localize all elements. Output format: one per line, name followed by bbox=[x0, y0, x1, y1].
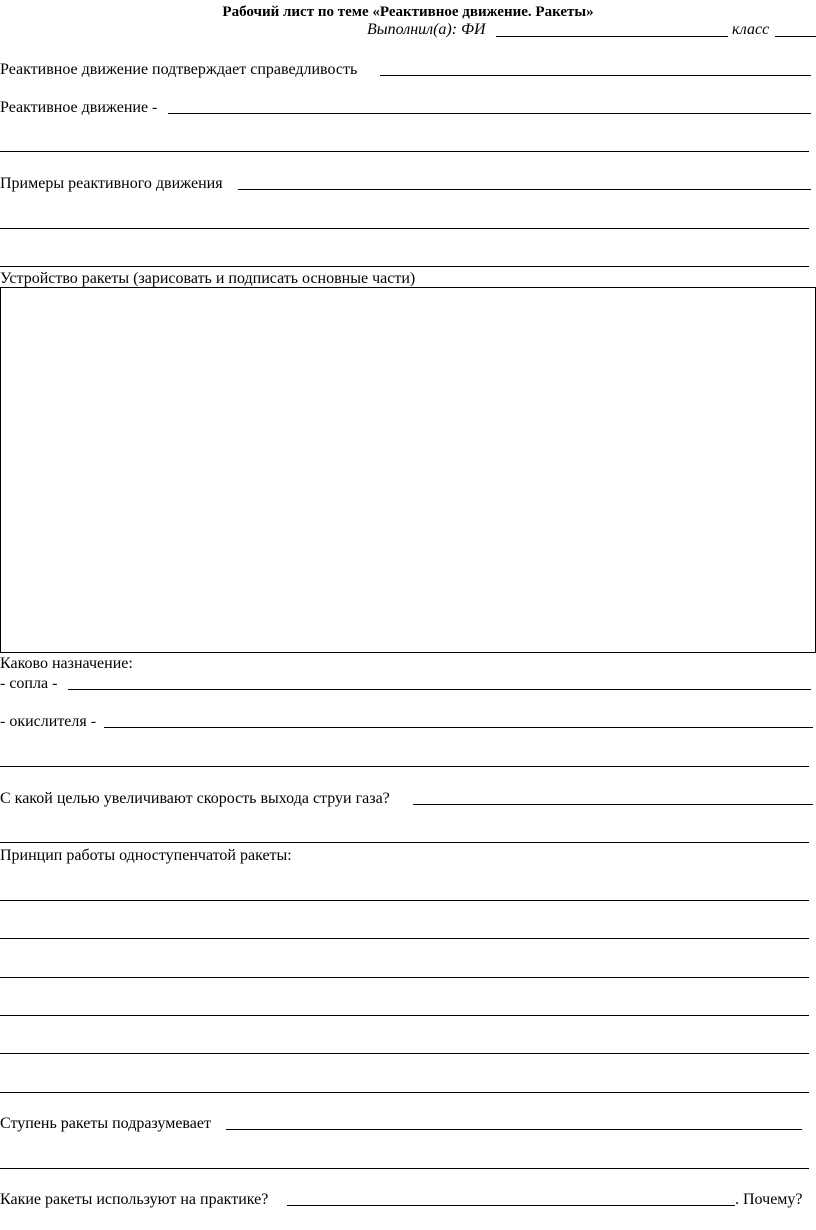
answer-line-gas-speed-2[interactable] bbox=[0, 842, 809, 843]
answer-line-single-stage-6[interactable] bbox=[0, 1092, 809, 1093]
class-field[interactable] bbox=[775, 36, 816, 37]
answer-line-single-stage-4[interactable] bbox=[0, 1015, 809, 1016]
answer-line-rocket-stage-2[interactable] bbox=[0, 1168, 809, 1169]
answer-line-practical-rockets[interactable] bbox=[287, 1205, 735, 1206]
answer-line-nozzle[interactable] bbox=[68, 689, 811, 690]
question-examples: Примеры реактивного движения bbox=[0, 175, 223, 192]
question-justification: Реактивное движение подтверждает справедливость bbox=[0, 61, 358, 78]
answer-line-definition-1[interactable] bbox=[168, 113, 811, 114]
answer-line-examples-3[interactable] bbox=[0, 266, 809, 267]
answer-line-single-stage-3[interactable] bbox=[0, 977, 809, 978]
question-purpose: Каково назначение: bbox=[0, 655, 133, 672]
answer-line-examples-2[interactable] bbox=[0, 228, 809, 229]
answer-line-justification[interactable] bbox=[380, 75, 811, 76]
answer-line-rocket-stage-1[interactable] bbox=[226, 1129, 802, 1130]
question-oxidizer: - окислителя - bbox=[0, 713, 97, 730]
done-by-label: Выполнил(а): ФИ bbox=[367, 21, 486, 38]
question-rocket-stage: Ступень ракеты подразумевает bbox=[0, 1115, 211, 1132]
answer-line-oxidizer-1[interactable] bbox=[104, 727, 813, 728]
answer-line-single-stage-5[interactable] bbox=[0, 1053, 809, 1054]
answer-line-single-stage-1[interactable] bbox=[0, 900, 809, 901]
name-field[interactable] bbox=[496, 36, 728, 37]
answer-line-oxidizer-2[interactable] bbox=[0, 766, 809, 767]
question-practical-rockets: Какие ракеты используют на практике? bbox=[0, 1191, 269, 1208]
question-rocket-structure: Устройство ракеты (зарисовать и подписать основные части) bbox=[0, 270, 416, 287]
answer-line-gas-speed-1[interactable] bbox=[413, 804, 813, 805]
worksheet-title: Рабочий лист по теме «Реактивное движение. Ракеты» bbox=[222, 4, 594, 20]
answer-line-single-stage-2[interactable] bbox=[0, 938, 809, 939]
answer-line-examples-1[interactable] bbox=[238, 189, 811, 190]
question-nozzle: - сопла - bbox=[0, 675, 58, 692]
question-why: . Почему? bbox=[735, 1191, 803, 1208]
answer-line-definition-2[interactable] bbox=[0, 151, 809, 152]
question-single-stage: Принцип работы одноступенчатой ракеты: bbox=[0, 847, 292, 864]
question-definition: Реактивное движение - bbox=[0, 99, 158, 116]
class-label: класс bbox=[732, 21, 770, 38]
rocket-drawing-area[interactable] bbox=[0, 287, 816, 653]
question-gas-speed: С какой целью увеличивают скорость выхода струи газа? bbox=[0, 790, 390, 807]
